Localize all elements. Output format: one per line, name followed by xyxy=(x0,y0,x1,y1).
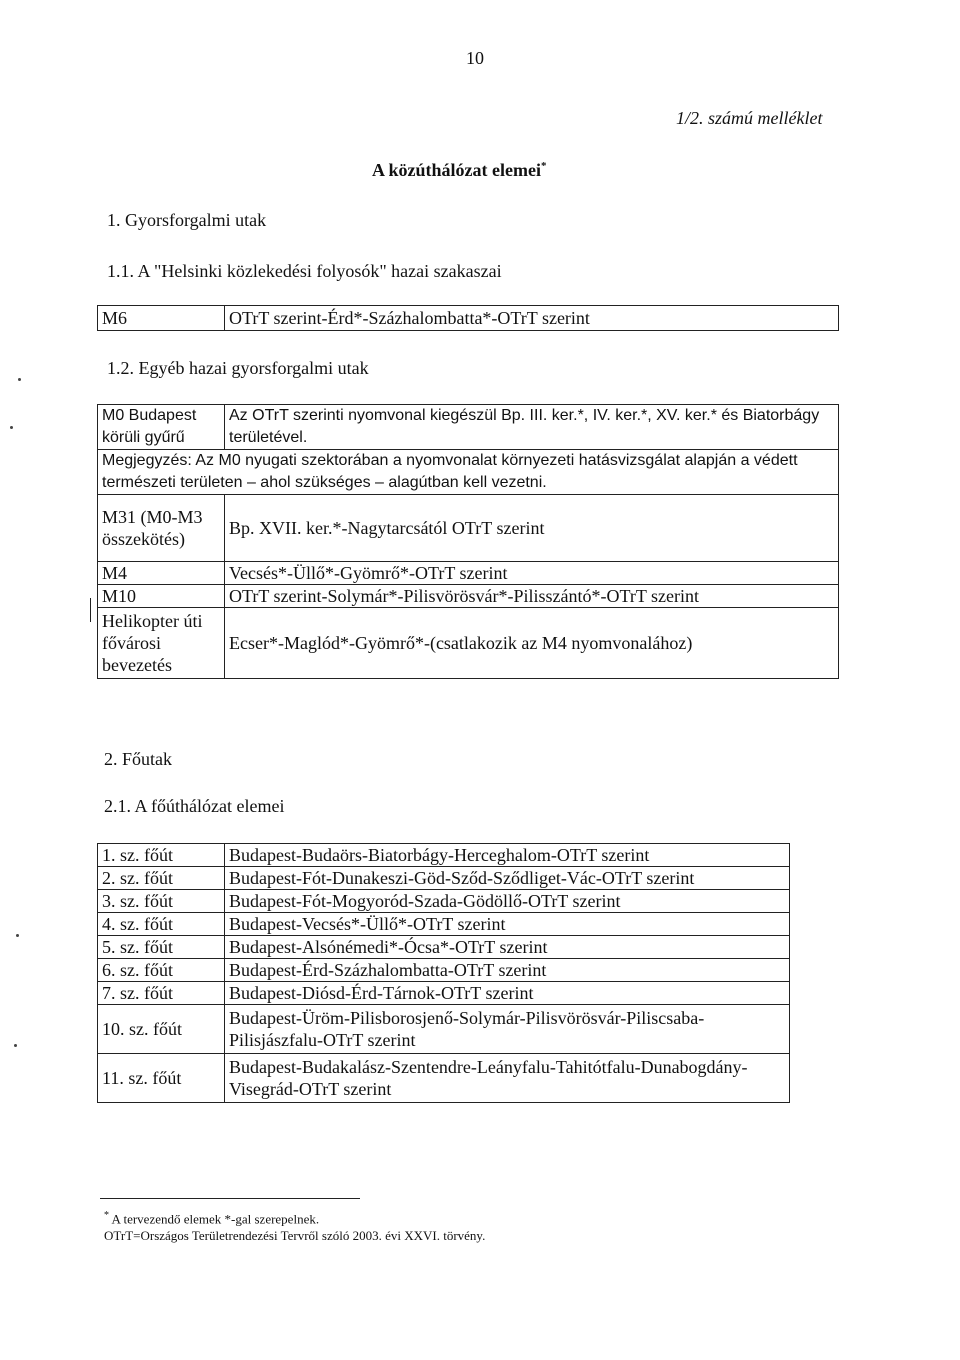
table-row xyxy=(98,890,790,913)
road-route-cell: Budapest-Üröm-Pilisborosjenő-Solymár-Pilisvörösvár-Piliscsaba-Pilisjászfalu-OTrT szerint xyxy=(225,1005,790,1054)
section-heading-1: 1. Gyorsforgalmi utak xyxy=(107,210,267,230)
road-route-cell: Budapest-Budakalász-Szentendre-Leányfalu-Tahitótfalu-Dunabogdány-Visegrád-OTrT szerint xyxy=(225,1054,790,1103)
road-route-cell: Budapest-Budaörs-Biatorbágy-Herceghalom-OTrT szerint xyxy=(225,844,790,867)
road-code-cell: 1. sz. főút xyxy=(98,844,225,867)
table-row xyxy=(98,936,790,959)
table-row xyxy=(98,1005,790,1054)
road-code-cell: 7. sz. főút xyxy=(98,982,225,1005)
road-route-cell: Budapest-Alsónémedi*-Ócsa*-OTrT szerint xyxy=(225,936,790,959)
title-text: A közúthálózat elemei xyxy=(372,160,541,180)
table-row xyxy=(98,982,790,1005)
road-code-cell: 2. sz. főút xyxy=(98,867,225,890)
table-row xyxy=(98,608,839,679)
road-code-cell: 11. sz. főút xyxy=(98,1054,225,1103)
table-row xyxy=(98,959,790,982)
scan-mark xyxy=(10,426,13,429)
section-heading-1-1: 1.1. A "Helsinki közlekedési folyosók" hazai szakaszai xyxy=(107,261,502,281)
note-cell: Megjegyzés: Az M0 nyugati szektorában a nyomvonalat környezeti hatásvizsgálat alapján a védett természeti területen – ahol szükséges – alagútban kell vezetni. xyxy=(98,450,839,495)
title-footnote-marker: * xyxy=(540,160,547,172)
table-row xyxy=(98,495,839,562)
footnote-separator xyxy=(100,1198,360,1199)
road-code-cell: M31 (M0-M3 összekötés) xyxy=(98,495,225,562)
expressway-table xyxy=(97,404,839,679)
road-code-cell: 6. sz. főút xyxy=(98,959,225,982)
road-code-cell: M0 Budapest körüli gyűrű xyxy=(98,405,225,450)
footnote-1 xyxy=(104,1210,319,1227)
road-route-cell: Budapest-Fót-Dunakeszi-Göd-Sződ-Sződliget-Vác-OTrT szerint xyxy=(225,867,790,890)
scan-mark xyxy=(18,378,21,381)
road-route-cell: Vecsés*-Üllő*-Gyömrő*-OTrT szerint xyxy=(225,562,839,585)
table-row xyxy=(98,867,790,890)
section-heading-2: 2. Főutak xyxy=(104,749,173,769)
road-route-cell: Budapest-Diósd-Érd-Tárnok-OTrT szerint xyxy=(225,982,790,1005)
footnote-marker: * xyxy=(104,1210,109,1221)
road-code-cell: M4 xyxy=(98,562,225,585)
road-code-cell: 5. sz. főút xyxy=(98,936,225,959)
table-row xyxy=(98,450,839,495)
road-code-cell: 3. sz. főút xyxy=(98,890,225,913)
scan-mark xyxy=(14,1044,17,1047)
road-route-cell: Budapest-Fót-Mogyoród-Szada-Gödöllő-OTrT szerint xyxy=(225,890,790,913)
road-code-cell: Helikopter úti fővárosi bevezetés xyxy=(98,608,225,679)
table-row xyxy=(98,405,839,450)
table-row xyxy=(98,1054,790,1103)
road-route-cell: Budapest-Vecsés*-Üllő*-OTrT szerint xyxy=(225,913,790,936)
table-row xyxy=(98,585,839,608)
table-row xyxy=(98,306,839,331)
road-route-cell: OTrT szerint-Solymár*-Pilisvörösvár*-Pilisszántó*-OTrT szerint xyxy=(225,585,839,608)
annex-label: 1/2. számú melléklet xyxy=(676,108,823,128)
table-row xyxy=(98,844,790,867)
road-code-cell: M10 xyxy=(98,585,225,608)
section-heading-1-2: 1.2. Egyéb hazai gyorsforgalmi utak xyxy=(107,358,369,378)
revision-bar xyxy=(90,598,91,622)
document-title xyxy=(372,160,546,181)
table-row xyxy=(98,913,790,936)
section-heading-2-1: 2.1. A főúthálózat elemei xyxy=(104,796,285,816)
road-route-cell: OTrT szerint-Érd*-Százhalombatta*-OTrT szerint xyxy=(225,306,839,331)
road-route-cell: Budapest-Érd-Százhalombatta-OTrT szerint xyxy=(225,959,790,982)
road-code-cell: M6 xyxy=(98,306,225,331)
scan-mark xyxy=(16,934,19,937)
helsinki-corridor-table xyxy=(97,305,839,331)
road-route-cell: Az OTrT szerinti nyomvonal kiegészül Bp. III. ker.*, IV. ker.*, XV. ker.* és Biatorbágy területével. xyxy=(225,405,839,450)
road-code-cell: 4. sz. főút xyxy=(98,913,225,936)
road-route-cell: Bp. XVII. ker.*-Nagytarcsától OTrT szerint xyxy=(225,495,839,562)
main-road-table xyxy=(97,843,790,1103)
table-row xyxy=(98,562,839,585)
page-number: 10 xyxy=(466,48,484,68)
road-route-cell: Ecser*-Maglód*-Gyömrő*-(csatlakozik az M4 nyomvonalához) xyxy=(225,608,839,679)
road-code-cell: 10. sz. főút xyxy=(98,1005,225,1054)
footnote-1-text: A tervezendő elemek *-gal szerepelnek. xyxy=(111,1211,320,1227)
footnote-2: OTrT=Országos Területrendezési Tervről szóló 2003. évi XXVI. törvény. xyxy=(104,1228,486,1243)
